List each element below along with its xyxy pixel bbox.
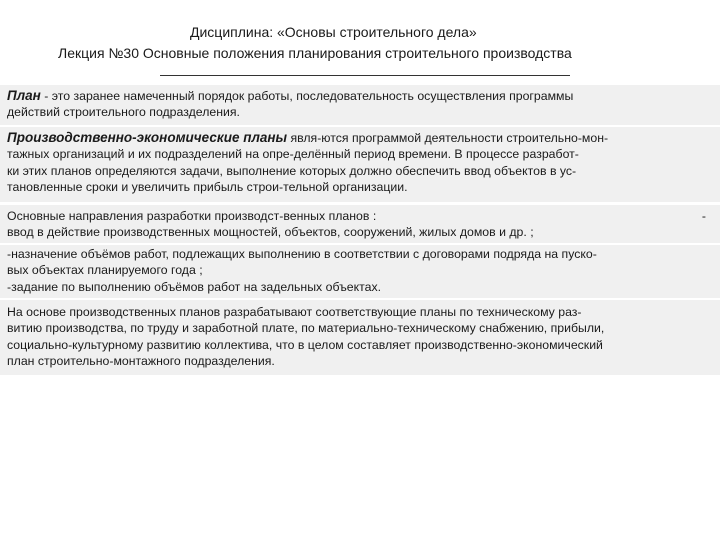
prod-econ-line-3: ки этих планов определяются задачи, выполнение которых должно обеспечить ввод объектов в ус- [7,163,577,178]
directions-line-2: ввод в действие производственных мощностей, объектов, сооружений, жилых домов и др. ; [7,225,534,240]
discipline-title: Дисциплина: «Основы строительного дела» [190,24,477,40]
basis-line-1: На основе производственных планов разрабатывают соответствующие планы по техническому раз- [7,305,582,319]
plan-line-1 [7,88,706,104]
directions-dash: - [701,209,706,223]
plan-line-2: действий строительного подразделения. [7,105,240,120]
basis-line-2: витию производства, по труду и заработной плате, по материально-техническому снабжению, прибыли, [7,321,605,336]
directions-text-1: Основные направления разработки производст-венных планов : [7,209,377,223]
tasks-block [0,245,720,298]
directions-line-1 [7,208,706,224]
tasks-line-3: -задание по выполнению объёмов работ на задельных объектах. [7,279,382,294]
prod-econ-line-4: тановленные сроки и увеличить прибыль строи-тельной организации. [7,180,408,195]
prod-econ-text-1: явля-ются программой деятельности строительно-мон- [287,131,609,145]
header-divider [160,75,570,76]
prod-econ-line-2: тажных организаций и их подразделений на опре-делённый период времени. В процессе разработ- [7,147,579,162]
lecture-title: Лекция №30 Основные положения планирования строительного производства [58,45,572,61]
plan-definition-block [0,85,720,125]
main-directions-block [0,205,720,243]
basis-line-4: план строительно-монтажного подразделения. [7,354,275,369]
plan-term: План [7,88,41,103]
tasks-line-1: -назначение объёмов работ, подлежащих выполнению в соответствии с договорами подряда на пуско- [7,247,597,261]
production-economic-plans-block [0,127,720,202]
prod-econ-line-1 [7,130,706,146]
basis-line-3: социально-культурному развитию коллектива, что в целом составляет производственно-экономический [7,337,603,352]
prod-econ-term: Производственно-экономические планы [7,130,288,145]
tasks-line-2: вых объектах планируемого года ; [7,263,203,278]
basis-block [0,300,720,375]
plan-text-1: - это заранее намеченный порядок работы, последовательность осуществления программы [40,89,574,103]
